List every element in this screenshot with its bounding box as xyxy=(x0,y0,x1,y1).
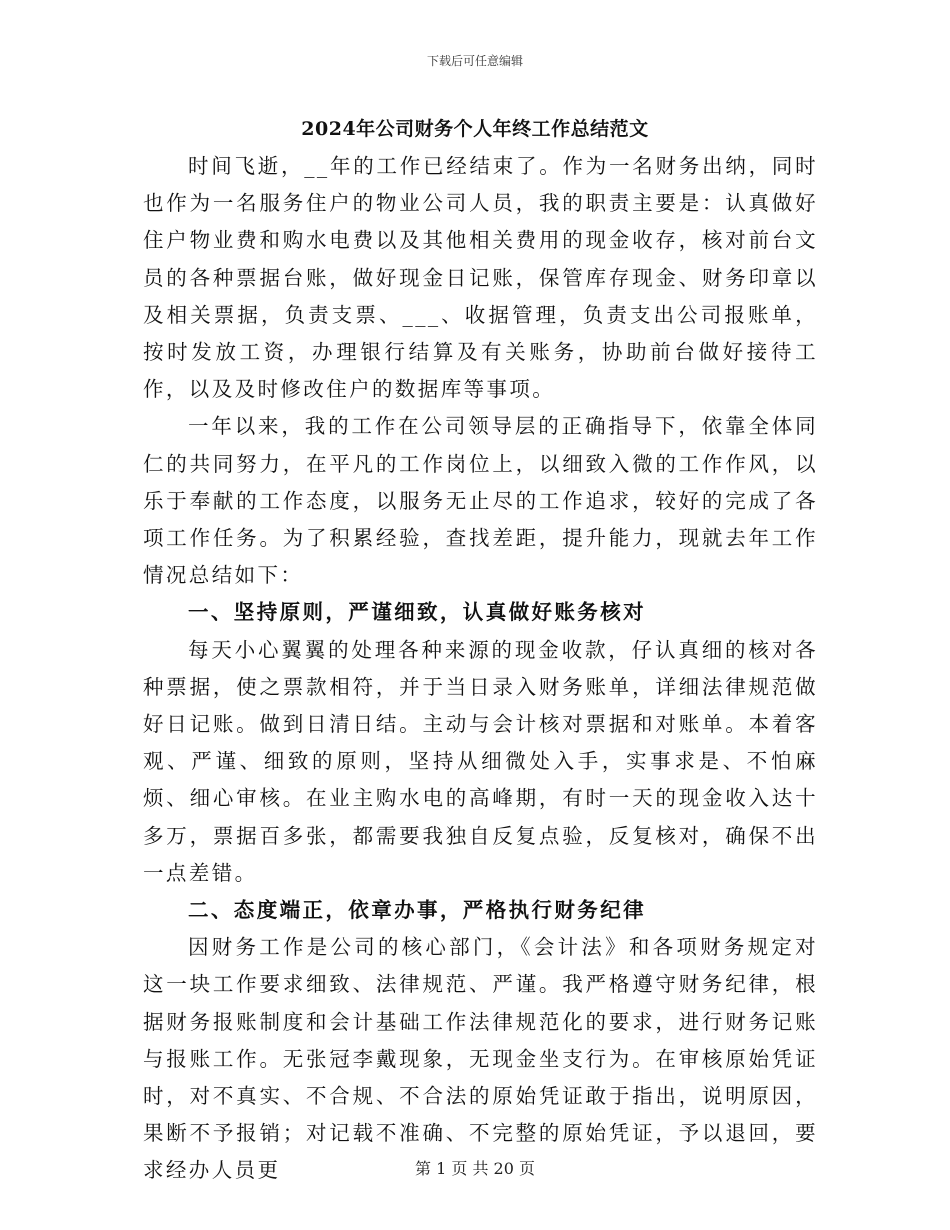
section-1-heading: 一、坚持原则，严谨细致，认真做好账务核对 xyxy=(188,600,646,625)
page-number-footer: 第 1 页 共 20 页 xyxy=(415,1159,535,1178)
page-header-note: 下载后可任意编辑 xyxy=(426,54,523,68)
intro-paragraph: 时间飞逝，__年的工作已经结束了。作为一名财务出纳，同时也作为一名服务住户的物业公司人员，我的职责主要是：认真做好住户物业费和购水电费以及其他相关费用的现金收存，核对前台文员的各种票据台账，做好现金日记账，保管库存现金、财务印章以及相关票据，负责支票、___、收据管理，负责支出公司报账单，按时发放工资，办理银行结算及有关账务，协助前台做好接待工作，以及及时修改住户的数据库等事项。 xyxy=(143,154,818,402)
section-2-heading: 二、态度端正，依章办事，严格执行财务纪律 xyxy=(188,898,646,923)
section-1-paragraph: 每天小心翼翼的处理各种来源的现金收款，仔认真细的核对各种票据，使之票款相符，并于当日录入财务账单，详细法律规范做好日记账。做到日清日结。主动与会计核对票据和对账单。本着客观、严谨、细致的原则，坚持从细微处入手，实事求是、不怕麻烦、细心审核。在业主购水电的高峰期，有时一天的现金收入达十多万，票据百多张，都需要我独自反复点验，反复核对，确保不出一点差错。 xyxy=(143,637,818,885)
document-title: 2024年公司财务个人年终工作总结范文 xyxy=(301,118,649,140)
summary-paragraph: 一年以来，我的工作在公司领导层的正确指导下，依靠全体同仁的共同努力，在平凡的工作岗位上，以细致入微的工作作风，以乐于奉献的工作态度，以服务无止尽的工作追求，较好的完成了各项工作任务。为了积累经验，查找差距，提升能力，现就去年工作情况总结如下： xyxy=(143,414,818,588)
section-2-paragraph: 因财务工作是公司的核心部门，《会计法》和各项财务规定对这一块工作要求细致、法律规范、严谨。我严格遵守财务纪律，根据财务报账制度和会计基础工作法律规范化的要求，进行财务记账与报账工作。无张冠李戴现象，无现金坐支行为。在审核原始凭证时，对不真实、不合规、不合法的原始凭证敢于指出，说明原因，果断不予报销；对记载不准确、不完整的原始凭证，予以退回，要求经办人员更 xyxy=(143,935,818,1183)
document-body xyxy=(143,148,818,1190)
